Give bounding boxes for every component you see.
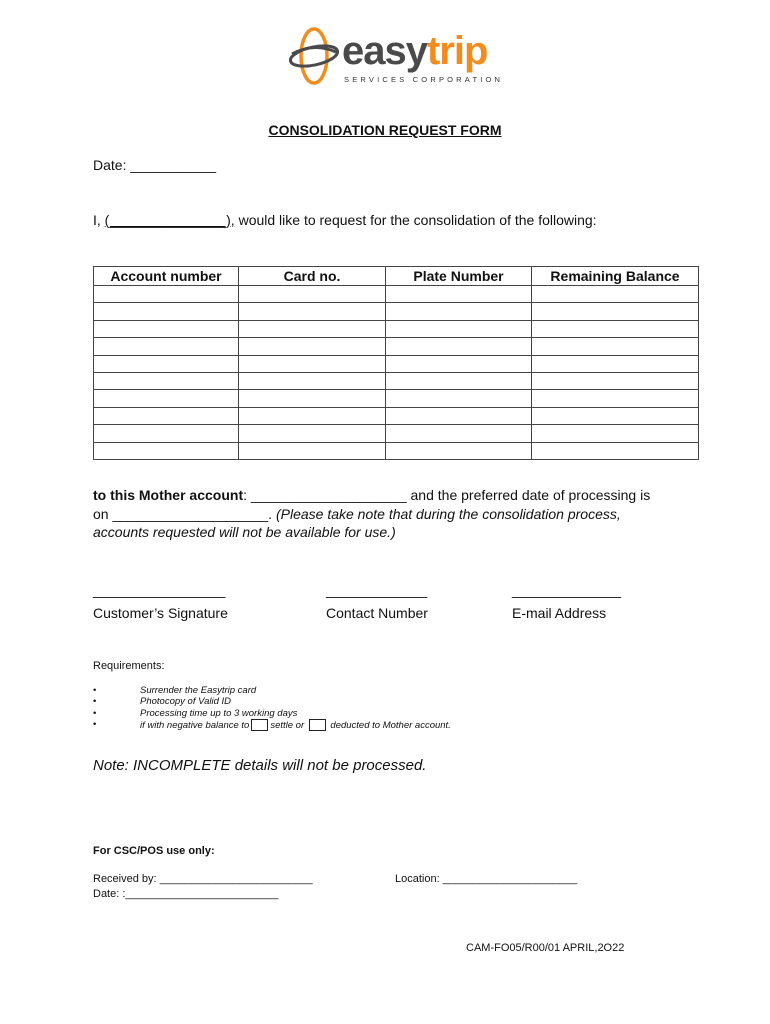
table-cell[interactable] — [532, 355, 699, 372]
company-logo — [284, 24, 504, 88]
customer-signature-label: Customer’s Signature — [93, 605, 228, 621]
table-row — [94, 338, 699, 355]
table-row — [94, 286, 699, 303]
easytrip-logo-icon — [284, 24, 348, 88]
table-cell[interactable] — [94, 390, 239, 407]
logo-subtitle: SERVICES CORPORATION — [344, 75, 504, 84]
table-row — [94, 320, 699, 337]
table-cell[interactable] — [386, 407, 532, 424]
table-cell[interactable] — [532, 390, 699, 407]
table-cell[interactable] — [386, 355, 532, 372]
table-cell[interactable] — [94, 372, 239, 389]
date-field[interactable]: Date: ___________ — [93, 157, 216, 173]
table-header-row — [94, 267, 699, 286]
table-cell[interactable] — [532, 286, 699, 303]
mother-account-paragraph: to this Mother account: ____________________ and the preferred date of processing is on ____________________. (Please take note that during the consolidation process, accounts requested will not be available for use.) — [93, 487, 651, 540]
table-cell[interactable] — [239, 286, 386, 303]
contact-number-line[interactable]: _____________ — [326, 582, 428, 598]
table-cell[interactable] — [532, 407, 699, 424]
intro-statement: I, (_______________), would like to request for the consolidation of the following: — [93, 212, 597, 228]
table-cell[interactable] — [94, 338, 239, 355]
table-cell[interactable] — [532, 442, 699, 459]
table-cell[interactable] — [532, 425, 699, 442]
table-cell[interactable] — [239, 442, 386, 459]
table-cell[interactable] — [532, 303, 699, 320]
table-cell[interactable] — [94, 355, 239, 372]
location-field[interactable]: Location: ______________________ — [395, 873, 578, 885]
table-cell[interactable] — [94, 320, 239, 337]
csc-date-field[interactable]: Date: :_________________________ — [93, 888, 279, 900]
table-row — [94, 390, 699, 407]
table-row — [94, 372, 699, 389]
table-cell[interactable] — [239, 390, 386, 407]
table-cell[interactable] — [239, 320, 386, 337]
header-card-no: Card no. — [239, 267, 386, 286]
table-cell[interactable] — [239, 372, 386, 389]
incomplete-note: Note: INCOMPLETE details will not be processed. — [93, 757, 427, 774]
email-label: E-mail Address — [512, 605, 607, 621]
header-plate-number: Plate Number — [386, 267, 532, 286]
table-cell[interactable] — [532, 338, 699, 355]
table-row — [94, 425, 699, 442]
table-cell[interactable] — [239, 407, 386, 424]
table-row — [94, 407, 699, 424]
name-blank[interactable]: (_______________), — [104, 212, 235, 228]
accounts-table — [93, 266, 699, 460]
table-cell[interactable] — [239, 303, 386, 320]
contact-number-label: Contact Number — [326, 605, 428, 621]
received-by-field[interactable]: Received by: _________________________ — [93, 873, 313, 885]
header-account-number: Account number — [94, 267, 239, 286]
form-code: CAM-FO05/R00/01 APRIL,2O22 — [466, 942, 625, 954]
table-cell[interactable] — [532, 372, 699, 389]
table-cell[interactable] — [239, 425, 386, 442]
table-cell[interactable] — [386, 442, 532, 459]
customer-signature-line[interactable]: _________________ — [93, 582, 226, 598]
table-cell[interactable] — [94, 442, 239, 459]
deduct-checkbox[interactable] — [309, 719, 326, 731]
table-body — [94, 286, 699, 460]
table-cell[interactable] — [386, 372, 532, 389]
table-cell[interactable] — [94, 407, 239, 424]
email-line[interactable]: ______________ — [512, 582, 622, 598]
table-cell[interactable] — [94, 303, 239, 320]
table-cell[interactable] — [94, 286, 239, 303]
table-cell[interactable] — [386, 390, 532, 407]
table-cell[interactable] — [532, 320, 699, 337]
table-row — [94, 355, 699, 372]
table-cell[interactable] — [386, 425, 532, 442]
table-row — [94, 442, 699, 459]
logo-wordmark: easytrip — [342, 29, 488, 73]
table-cell[interactable] — [386, 286, 532, 303]
requirements-heading: Requirements: — [93, 660, 165, 672]
table-cell[interactable] — [239, 338, 386, 355]
table-cell[interactable] — [386, 338, 532, 355]
form-title: CONSOLIDATION REQUEST FORM — [268, 122, 502, 138]
table-row — [94, 303, 699, 320]
header-remaining-balance: Remaining Balance — [532, 267, 699, 286]
table-cell[interactable] — [386, 303, 532, 320]
table-cell[interactable] — [239, 355, 386, 372]
csc-heading: For CSC/POS use only: — [93, 845, 215, 857]
table-cell[interactable] — [386, 320, 532, 337]
settle-checkbox[interactable] — [251, 719, 268, 731]
table-cell[interactable] — [94, 425, 239, 442]
